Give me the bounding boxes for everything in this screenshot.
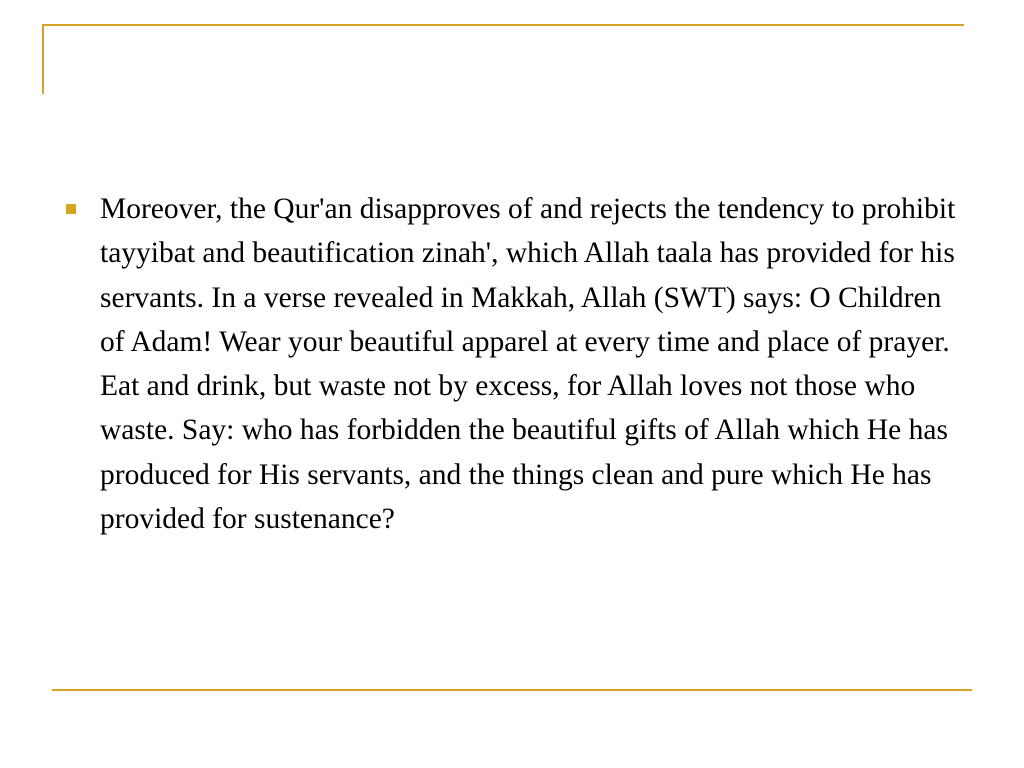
bullet-text: Moreover, the Qur'an disapproves of and rejects the tendency to prohibit tayyibat and beautification zinah', which Allah taala has provided for his servants. In a verse revealed in Makkah, Allah (SWT) says: O Children of Adam! Wear your beautiful apparel at every time and place of prayer. Eat and drink, but waste not by excess, for Allah loves not those who waste. Say: who has forbidden the beautiful gifts of Allah which He has produced for His servants, and the things clean and pure which He has provided for sustenance? [100,193,956,536]
bullet-list [66,187,966,541]
top-accent-rule [42,24,964,26]
square-bullet-icon [66,204,76,214]
left-accent-rule [42,24,44,94]
bottom-accent-rule [52,689,972,691]
bullet-item [66,187,966,541]
